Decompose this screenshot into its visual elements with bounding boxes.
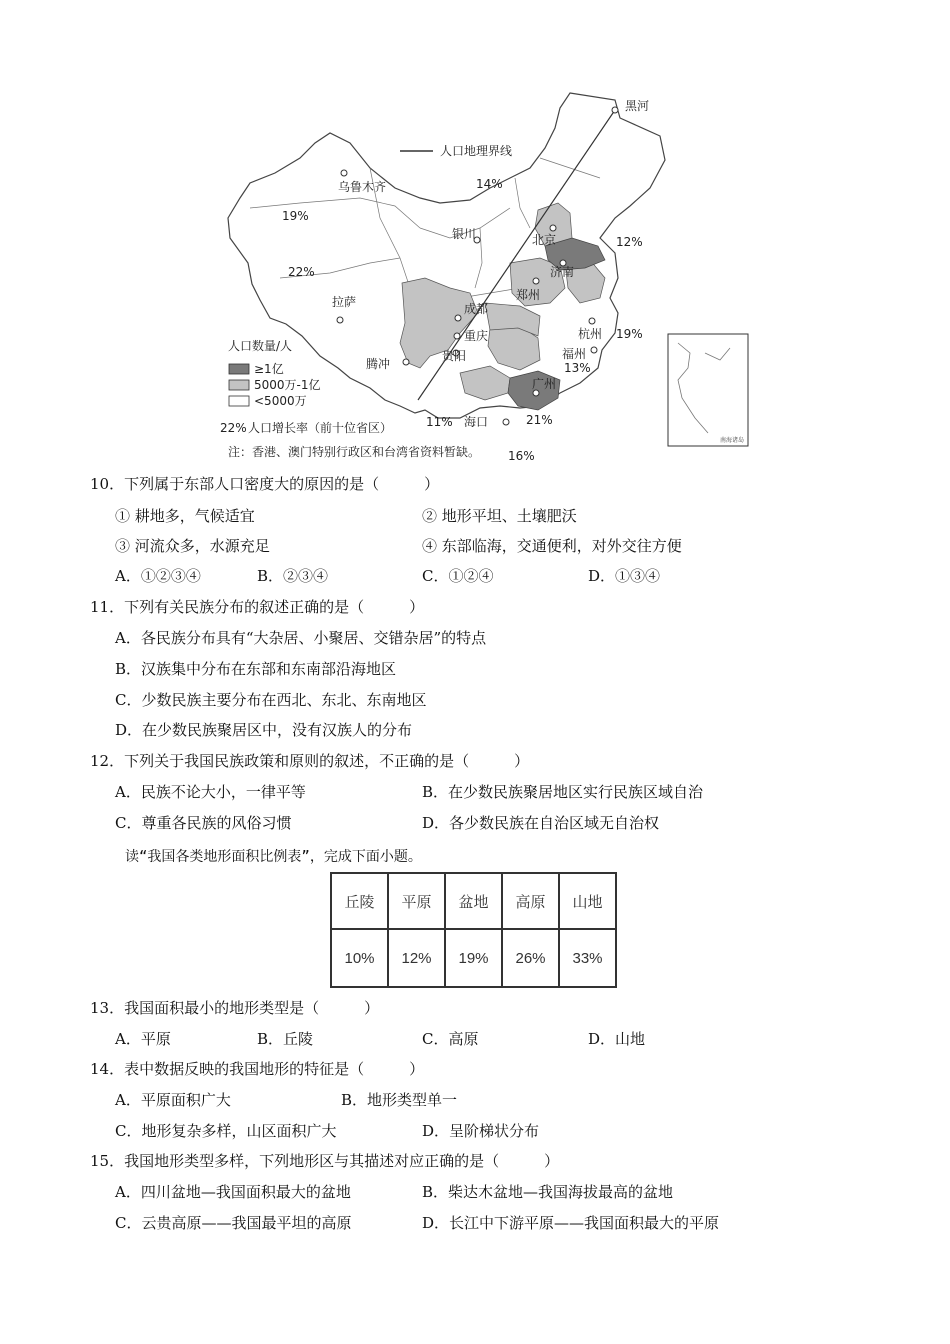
q11-option-d[interactable]: D．在少数民族聚居区中，没有汉族人的分布 [115, 721, 413, 739]
q11-stem: 11．下列有关民族分布的叙述正确的是（ ） [90, 598, 425, 616]
q13-option-b[interactable]: B．丘陵 [257, 1030, 314, 1048]
table-intro: 读“我国各类地形面积比例表”，完成下面小题。 [125, 849, 422, 865]
terrain-table [330, 872, 617, 988]
table-header: 丘陵 [331, 873, 388, 929]
rate-12: 12% [616, 235, 643, 249]
q12-option-b[interactable]: B．在少数民族聚居地区实行民族区域自治 [422, 783, 704, 801]
q14-option-a[interactable]: A．平原面积广大 [115, 1091, 231, 1109]
q10-item-2: ② 地形平坦、土壤肥沃 [422, 507, 577, 525]
q11-option-c[interactable]: C．少数民族主要分布在西北、东北、东南地区 [115, 691, 427, 709]
q13-stem: 13．我国面积最小的地形类型是（ ） [90, 999, 380, 1017]
legend-item-2: 5000万-1亿 [254, 378, 321, 392]
table-cell: 33% [559, 929, 616, 987]
rate-22: 22% [288, 265, 315, 279]
city-lhasa: 拉萨 [332, 295, 357, 309]
city-haikou: 海口 [464, 415, 489, 429]
legend-growth-sample: 22% [220, 421, 247, 435]
q10-item-4: ④ 东部临海，交通便利，对外交往方便 [422, 537, 682, 555]
q14-option-b[interactable]: B．地形类型单一 [341, 1091, 458, 1109]
q12-stem: 12．下列关于我国民族政策和原则的叙述，不正确的是（ ） [90, 752, 530, 770]
inset-label: 南海诸岛 [720, 437, 745, 444]
rate-11: 11% [426, 415, 453, 429]
rate-19-west: 19% [282, 209, 309, 223]
table-cell: 19% [445, 929, 502, 987]
table-cell: 10% [331, 929, 388, 987]
q14-option-d[interactable]: D．呈阶梯状分布 [422, 1122, 540, 1140]
q13-option-a[interactable]: A．平原 [115, 1030, 171, 1048]
q15-option-d[interactable]: D．长江中下游平原——我国面积最大的平原 [422, 1214, 720, 1232]
q10-option-b[interactable]: B．②③④ [257, 567, 329, 585]
rate-13: 13% [564, 361, 591, 375]
q11-option-a[interactable]: A．各民族分布具有“大杂居、小聚居、交错杂居”的特点 [115, 629, 487, 647]
q15-option-a[interactable]: A．四川盆地—我国面积最大的盆地 [115, 1183, 351, 1201]
q11-option-b[interactable]: B．汉族集中分布在东部和东南部沿海地区 [115, 660, 397, 678]
city-jinan: 济南 [550, 265, 575, 279]
table-header: 高原 [502, 873, 559, 929]
city-fuzhou: 福州 [562, 347, 587, 361]
table-header: 平原 [388, 873, 445, 929]
q15-option-c[interactable]: C．云贵高原——我国最平坦的高原 [115, 1214, 352, 1232]
table-cell: 12% [388, 929, 445, 987]
table-header: 山地 [559, 873, 616, 929]
city-hangzhou: 杭州 [578, 327, 603, 341]
q14-stem: 14．表中数据反映的我国地形的特征是（ ） [90, 1060, 425, 1078]
city-chengdu: 成都 [464, 302, 489, 316]
city-tengchong: 腾冲 [366, 357, 391, 371]
rate-16: 16% [508, 449, 535, 463]
population-map [220, 88, 760, 466]
q14-option-c[interactable]: C．地形复杂多样，山区面积广大 [115, 1122, 337, 1140]
q13-option-d[interactable]: D．山地 [588, 1030, 646, 1048]
q10-stem: 10．下列属于东部人口密度大的原因的是（ ） [90, 475, 440, 493]
rate-14: 14% [476, 177, 503, 191]
rate-19-east: 19% [616, 327, 643, 341]
q12-option-d[interactable]: D．各少数民族在自治区域无自治权 [422, 814, 660, 832]
city-zhengzhou: 郑州 [516, 288, 541, 302]
table-cell: 26% [502, 929, 559, 987]
q12-option-a[interactable]: A．民族不论大小，一律平等 [115, 783, 306, 801]
city-urumqi: 乌鲁木齐 [338, 180, 387, 194]
table-header: 盆地 [445, 873, 502, 929]
q13-option-c[interactable]: C．高原 [422, 1030, 479, 1048]
city-guiyang: 贵阳 [442, 349, 467, 363]
city-beijing: 北京 [532, 233, 557, 247]
q10-item-1: ① 耕地多，气候适宜 [115, 507, 255, 525]
legend-item-3: <5000万 [254, 394, 307, 408]
q10-option-a[interactable]: A．①②③④ [115, 567, 201, 585]
q15-option-b[interactable]: B．柴达木盆地—我国海拔最高的盆地 [422, 1183, 674, 1201]
map-note: 注：香港、澳门特别行政区和台湾省资料暂缺。 [228, 445, 481, 459]
city-chongqing: 重庆 [464, 329, 489, 343]
q15-stem: 15．我国地形类型多样，下列地形区与其描述对应正确的是（ ） [90, 1152, 560, 1170]
q10-option-d[interactable]: D．①③④ [588, 567, 661, 585]
legend-line-label: 人口地理界线 [440, 144, 513, 158]
q10-option-c[interactable]: C．①②④ [422, 567, 494, 585]
q10-item-3: ③ 河流众多，水源充足 [115, 537, 270, 555]
q12-option-c[interactable]: C．尊重各民族的风俗习惯 [115, 814, 292, 832]
legend-growth-label: 人口增长率（前十位省区） [248, 421, 393, 435]
city-heihe: 黑河 [625, 99, 650, 113]
legend-item-1: ≥1亿 [254, 362, 284, 376]
rate-21: 21% [526, 413, 553, 427]
city-guangzhou: 广州 [532, 377, 557, 391]
city-yinchuan: 银川 [452, 227, 477, 241]
legend-title: 人口数量/人 [228, 339, 293, 353]
